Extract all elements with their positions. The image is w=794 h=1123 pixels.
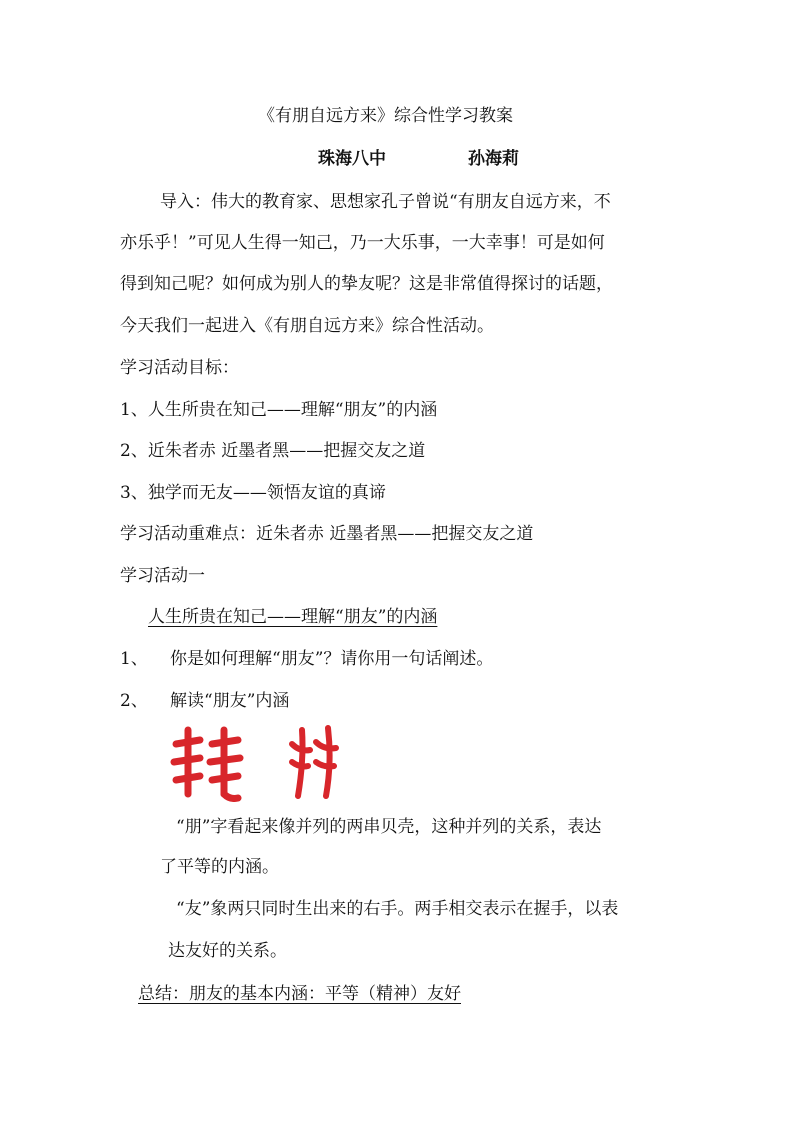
ancient-you-character-icon xyxy=(288,720,344,802)
q1-text: 你是如何理解“朋友”？请你用一句话阐述。 xyxy=(170,649,494,669)
intro-line-3: 得到知己呢？如何成为别人的挚友呢？这是非常值得探讨的话题， xyxy=(120,274,613,294)
q2-text: 解读“朋友”内涵 xyxy=(170,691,290,711)
activity1-heading: 学习活动一 xyxy=(120,566,205,586)
author-name: 孙海莉 xyxy=(468,149,519,169)
you-explain-line-2: 达友好的关系。 xyxy=(168,941,287,961)
peng-explain-line-1: “朋”字看起来像并列的两串贝壳，这种并列的关系，表达 xyxy=(176,817,602,837)
you-explain-line-1: “友”象两只同时生出来的右手。两手相交表示在握手，以表 xyxy=(176,899,619,919)
intro-line-2: 亦乐乎！”可见人生得一知己，乃一大乐事，一大幸事！可是如何 xyxy=(120,233,605,253)
intro-line-4: 今天我们一起进入《有朋自远方来》综合性活动。 xyxy=(120,316,494,336)
goal-item: 1、人生所贵在知己——理解“朋友”的内涵 xyxy=(120,400,438,420)
goal-item: 2、近朱者赤 近墨者黑——把握交友之道 xyxy=(120,441,426,461)
goals-heading: 学习活动目标： xyxy=(120,358,239,378)
doc-title: 《有朋自远方来》综合性学习教案 xyxy=(258,106,513,126)
school-name: 珠海八中 xyxy=(318,149,386,169)
intro-line-1: 导入：伟大的教育家、思想家孔子曾说“有朋友自远方来，不 xyxy=(160,192,611,212)
goal-item: 3、独学而无友——领悟友谊的真谛 xyxy=(120,483,386,503)
key-point: 学习活动重难点：近朱者赤 近墨者黑——把握交友之道 xyxy=(120,524,534,544)
q1-number: 1、 xyxy=(120,649,148,669)
activity1-title: 人生所贵在知己——理解“朋友”的内涵 xyxy=(148,607,438,627)
summary: 总结：朋友的基本内涵：平等（精神）友好 xyxy=(138,984,461,1004)
ancient-peng-character-icon xyxy=(168,722,248,802)
q2-number: 2、 xyxy=(120,691,148,711)
peng-explain-line-2: 了平等的内涵。 xyxy=(160,857,279,877)
